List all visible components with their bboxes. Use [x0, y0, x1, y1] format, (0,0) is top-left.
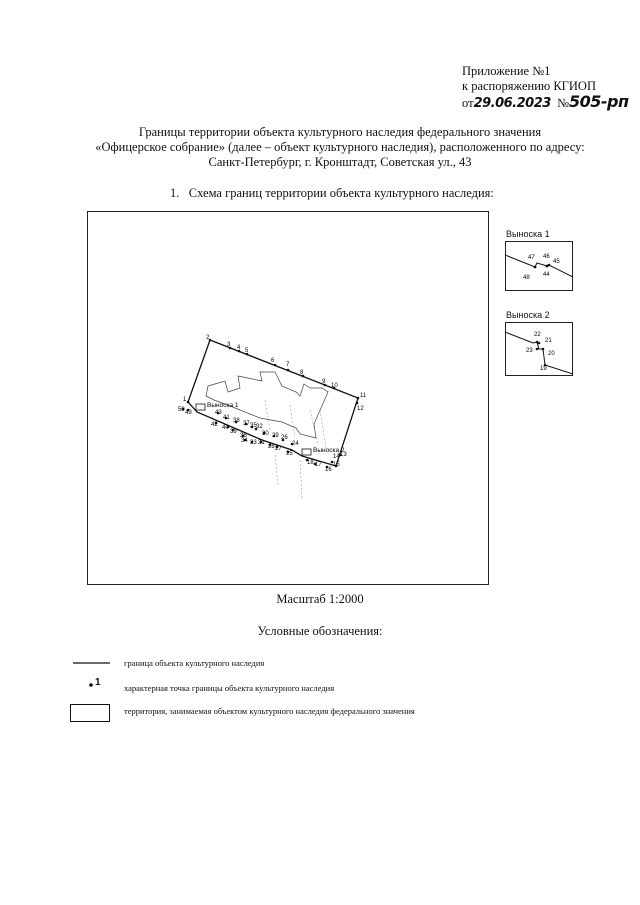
title-line-1: Границы территории объекта культурного наследия федерального значения: [138, 125, 542, 139]
section-number: 1.: [170, 186, 180, 200]
point-label-32: 32: [256, 424, 263, 430]
point-label-28: 28: [268, 444, 275, 450]
boundary-point-20: [542, 348, 545, 351]
legend-point-number: 1: [95, 677, 101, 688]
point-label-19: 19: [540, 366, 547, 372]
point-label-21: 21: [545, 338, 552, 344]
point-label-46: 46: [543, 254, 550, 260]
boundary-point-21: [538, 342, 541, 345]
point-label-31: 31: [258, 440, 265, 446]
point-label-41: 41: [223, 415, 230, 421]
point-label-17: 17: [315, 462, 322, 468]
legend-heading: Условные обозначения:: [257, 624, 383, 638]
callout-2-diagram: [505, 322, 573, 376]
point-label-50: 50: [178, 407, 185, 413]
date-prefix: от: [462, 96, 474, 110]
legend-area-text: территория, занимаемая объектом культурного наследия федерального значения: [124, 706, 415, 716]
boundary-point-23: [536, 348, 539, 351]
point-label-34: 34: [241, 438, 248, 444]
point-label-37: 37: [243, 421, 250, 427]
point-label-10: 10: [331, 383, 338, 389]
point-label-9: 9: [322, 379, 326, 385]
point-label-40: 40: [222, 425, 229, 431]
order-number: 505-рп: [569, 92, 629, 111]
order-date: 29.06.2023: [473, 96, 551, 111]
boundary-point-6: [274, 364, 277, 367]
legend-point-text: характерная точка границы объекта культурного наследия: [124, 683, 335, 693]
point-label-23: 23: [526, 348, 533, 354]
point-label-16: 16: [325, 467, 332, 473]
legend-line-symbol: [70, 656, 120, 670]
map-scale: Масштаб 1:2000: [276, 592, 364, 606]
point-label-42: 42: [211, 422, 218, 428]
callout-marker-2: [302, 449, 311, 455]
point-label-43: 43: [215, 410, 222, 416]
legend-area-symbol: [70, 704, 110, 722]
point-label-5: 5: [245, 348, 249, 354]
point-label-48: 48: [523, 275, 530, 281]
point-label-49: 49: [185, 410, 192, 416]
title-line-3: Санкт-Петербург, г. Кронштадт, Советская ул., 43: [208, 155, 472, 169]
point-label-11: 11: [360, 393, 367, 399]
boundary-point-7: [287, 369, 290, 372]
point-label-20: 20: [548, 351, 555, 357]
point-label-18: 18: [307, 460, 314, 466]
point-label-6: 6: [271, 358, 275, 364]
callout-marker-1: [196, 404, 205, 410]
point-label-44: 44: [543, 272, 550, 278]
point-label-1: 1: [183, 397, 187, 403]
point-label-35: 35: [250, 423, 257, 429]
point-label-25: 25: [286, 451, 293, 457]
section-text: Схема границ территории объекта культурного наследия:: [188, 186, 494, 200]
point-label-14: 14: [333, 454, 340, 460]
point-label-12: 12: [357, 406, 364, 412]
point-label-47: 47: [528, 255, 535, 261]
point-label-24: 24: [292, 441, 299, 447]
callout-inline-label-2: Выноска 2: [313, 447, 345, 454]
point-label-2: 2: [206, 335, 210, 341]
point-label-3: 3: [227, 342, 231, 348]
callout-2-title: Выноска 2: [506, 310, 550, 320]
callout-1-title: Выноска 1: [506, 229, 550, 239]
boundary-point-48: [534, 266, 537, 269]
point-label-22: 22: [534, 332, 541, 338]
point-label-15: 15: [333, 462, 340, 468]
legend-boundary-text: граница объекта культурного наследия: [124, 658, 265, 668]
point-label-4: 4: [237, 345, 241, 351]
point-label-29: 29: [272, 433, 279, 439]
point-label-13: 13: [340, 452, 347, 458]
point-label-33: 33: [250, 440, 257, 446]
point-label-26: 26: [281, 435, 288, 441]
point-label-30: 30: [262, 431, 269, 437]
point-label-45: 45: [553, 259, 560, 265]
appendix-line-2: к распоряжению КГИОП: [462, 79, 596, 93]
point-label-36: 36: [240, 433, 247, 439]
callout-1-diagram: [505, 241, 573, 291]
appendix-line-1: Приложение №1: [462, 64, 551, 78]
boundary-point-44: [546, 265, 549, 268]
title-line-2: «Офицерское собрание» (далее – объект культурного наследия), расположенного по адресу:: [95, 140, 585, 154]
point-label-39: 39: [230, 429, 237, 435]
point-label-8: 8: [300, 370, 304, 376]
boundary-point-11: [357, 397, 360, 400]
number-prefix: №: [557, 96, 569, 110]
point-label-38: 38: [233, 418, 240, 424]
boundary-point-1: [187, 401, 190, 404]
point-label-27: 27: [275, 446, 282, 452]
boundary-point-12: [356, 402, 359, 405]
point-label-7: 7: [286, 362, 290, 368]
callout-inline-label-1: Выноска 1: [207, 402, 239, 409]
